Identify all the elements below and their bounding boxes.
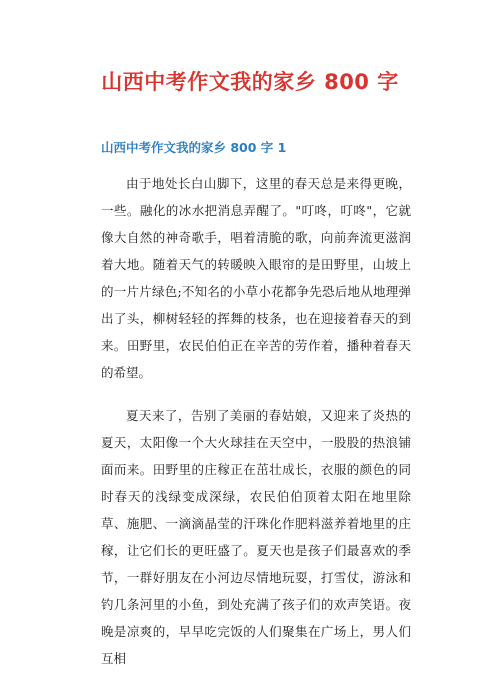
document-body <box>101 170 411 688</box>
document-title: 山西中考作文我的家乡 800 字 <box>101 70 399 94</box>
section-heading: 山西中考作文我的家乡 800 字 1 <box>101 140 287 155</box>
paragraph-summer: 夏天来了，告别了美丽的春姑娘，又迎来了炎热的夏天，太阳像一个大火球挂在天空中，一股股的热浪铺面而来。田野里的庄稼正在茁壮成长，衣服的颜色的同时春天的浅绿变成深绿，农民伯伯顶着太阳在地里除草、施肥、一滴滴晶莹的汗珠化作肥料滋养着地里的庄稼，让它们长的更旺盛了。夏天也是孩子们最喜欢的季节，一群好朋友在小河边尽情地玩耍，打雪仗，游泳和钓几条河里的小鱼，到处充满了孩子们的欢声笑语。夜晚是凉爽的，早早吃完饭的人们聚集在广场上，男人们互相 <box>101 408 411 666</box>
paragraph-spring: 由于地处长白山脚下，这里的春天总是来得更晚，一些。融化的冰水把消息弄醒了。"叮咚，叮咚"，它就像大自然的神奇歌手，唱着清脆的歌，向前奔流更滋润着大地。随着天气的转暖映入眼帘的是田野里，山坡上的一片片绿色;不知名的小草小花都争先恐后地从地理弹出了头，柳树轻轻的挥舞的枝条，也在迎接着春天的到来。田野里，农民伯伯正在辛苦的劳作着，播种着春天的希望。 <box>101 176 411 380</box>
